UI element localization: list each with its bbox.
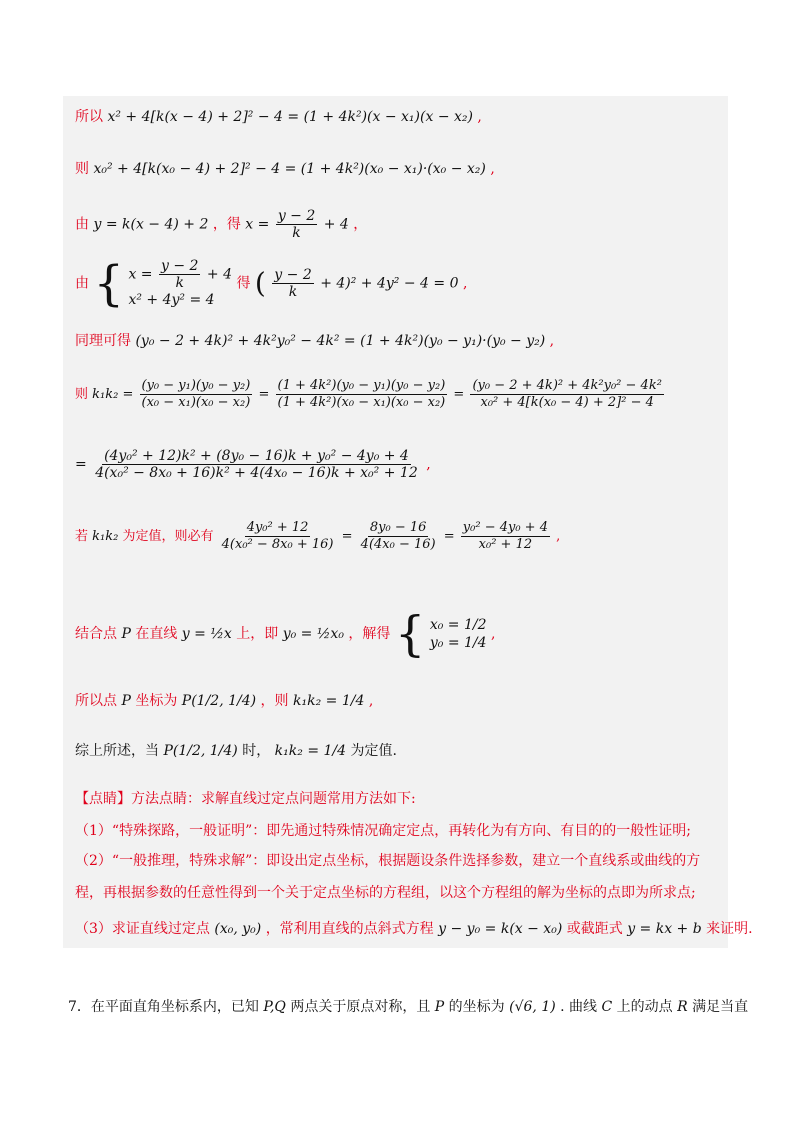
text: 得 xyxy=(236,275,251,292)
denominator: (x₀ − x₁)(x₀ − x₂) xyxy=(141,395,251,410)
punct: ， xyxy=(353,216,368,233)
fraction xyxy=(276,208,317,241)
text: ，常利用直线的点斜式方程 xyxy=(265,921,434,937)
solution-line-11 xyxy=(75,742,397,760)
left-brace: { xyxy=(93,255,124,312)
solution-x: x₀ = 1/2 xyxy=(429,617,487,633)
denominator: 4(4x₀ − 16) xyxy=(360,537,436,552)
solution-line-10 xyxy=(75,692,373,710)
equals: = xyxy=(258,387,270,402)
coordinate: P(1/2, 1/4) xyxy=(181,693,257,709)
note-point-2b: 程，再根据参数的任意性得到一个关于定点坐标的方程组，以这个方程组的解为坐标的点即为所求点; xyxy=(75,885,696,901)
note-point-3 xyxy=(75,920,753,938)
note-point-1: （1）“特殊探路，一般证明”：即先通过特殊情况确定定点，再转化为有方向、有目的的一般性证明; xyxy=(75,823,691,839)
equals: = xyxy=(75,456,87,473)
text: ，解得 xyxy=(348,626,391,642)
denominator: x₀² + 12 xyxy=(478,537,533,552)
note-title: 方法点睛：求解直线过定点问题常用方法如下: xyxy=(131,791,416,807)
numerator: (y₀ − y₁)(y₀ − y₂) xyxy=(141,378,251,393)
text: 满足当直 xyxy=(692,999,749,1015)
punct: , xyxy=(490,161,495,177)
solution-line-7 xyxy=(75,448,431,481)
solution-line-2 xyxy=(75,160,495,178)
equation: (y₀ − 2 + 4k)² + 4k²y₀² − 4k² = (1 + 4k²)(y₀ − y₁)·(y₀ − y₂) xyxy=(135,333,546,349)
lhs: k₁k₂ = xyxy=(92,387,134,402)
text: （3）求证直线过定点 xyxy=(75,921,210,937)
solution-system xyxy=(430,616,487,652)
text: 时， xyxy=(242,743,271,759)
text: 在直线 xyxy=(135,626,178,642)
equation-rest: + 4)² + 4y² − 4 = 0 xyxy=(320,275,459,292)
solution-y: y₀ = 1/4 xyxy=(429,635,487,651)
fraction xyxy=(159,258,200,291)
solution-line-5 xyxy=(75,332,554,350)
fraction xyxy=(272,267,313,300)
numerator: y − 2 xyxy=(160,258,199,274)
text: 为定值，则必有 xyxy=(122,529,214,544)
note-point-2a: （2）“一般推理，特殊求解”：即设出定点坐标，根据题设条件选择参数，建立一个直线系或曲线的方 xyxy=(75,853,701,869)
text: 则 xyxy=(75,387,89,402)
numerator: y₀² − 4y₀ + 4 xyxy=(462,520,548,535)
equals: = xyxy=(443,529,455,544)
text: 若 xyxy=(75,529,89,544)
text: 所以 xyxy=(75,109,103,125)
punct: , xyxy=(490,626,496,642)
punct: , xyxy=(426,456,431,473)
equation-left: x = xyxy=(245,216,270,233)
k-value: k₁k₂ = 1/4 xyxy=(293,693,365,709)
points-pq: P,Q xyxy=(263,999,286,1015)
sys1-right: + 4 xyxy=(206,266,232,283)
punct: , xyxy=(368,693,374,709)
fraction-2 xyxy=(359,520,438,553)
denominator: (1 + 4k²)(x₀ − x₁)(x₀ − x₂) xyxy=(277,395,446,410)
text: 由 xyxy=(75,275,89,292)
text: 则 xyxy=(75,161,89,177)
equation: y = k(x − 4) + 2 xyxy=(93,216,209,233)
equation: x₀² + 4[k(x₀ − 4) + 2]² − 4 = (1 + 4k²)(x₀ − x₁)·(x₀ − x₂) xyxy=(93,161,486,177)
point-p: P xyxy=(434,999,445,1015)
left-brace: { xyxy=(394,606,426,662)
solution-line-9 xyxy=(75,606,496,662)
numerator: 8y₀ − 16 xyxy=(369,520,427,535)
note-label: 【点睛】 xyxy=(75,791,131,807)
solution-line-8 xyxy=(75,520,560,553)
numerator: y − 2 xyxy=(277,208,316,224)
text: 或截距式 xyxy=(566,921,623,937)
coordinate: (√6, 1) xyxy=(509,999,556,1015)
system-row-1 xyxy=(128,258,232,291)
denominator: k xyxy=(175,275,184,291)
denominator: x₀² + 4[k(x₀ − 4) + 2]² − 4 xyxy=(480,395,654,410)
text: 两点关于原点对称，且 xyxy=(290,999,431,1015)
fraction-1 xyxy=(220,520,336,553)
fraction-1 xyxy=(140,378,253,411)
numerator: (y₀ − 2 + 4k)² + 4k²y₀² − 4k² xyxy=(472,378,662,393)
equals: = xyxy=(341,529,353,544)
solution-line-6 xyxy=(75,378,666,411)
solution-line-4 xyxy=(75,255,468,312)
k-product: k₁k₂ xyxy=(92,529,119,544)
equation-system xyxy=(128,258,232,309)
coordinate: P(1/2, 1/4) xyxy=(163,743,238,759)
text: 结合点 xyxy=(75,626,117,642)
equation-right: + 4 xyxy=(323,216,349,233)
text: ，得 xyxy=(212,216,241,233)
numerator: y − 2 xyxy=(274,267,312,283)
text: . 曲线 xyxy=(560,999,598,1015)
solution-line-3 xyxy=(75,208,367,241)
text: 的坐标为 xyxy=(448,999,505,1015)
punct: , xyxy=(477,109,482,125)
sys1-left: x = xyxy=(128,266,153,283)
text: 来证明. xyxy=(706,921,753,937)
left-paren: ( xyxy=(254,266,266,300)
equals: = xyxy=(453,387,465,402)
point-equation: y₀ = ½x₀ xyxy=(282,626,344,642)
curve-c: C xyxy=(601,999,613,1015)
numerator: (4y₀² + 12)k² + (8y₀ − 16)k + y₀² − 4y₀ + 4 xyxy=(104,448,409,464)
text: 上，即 xyxy=(236,626,279,642)
denominator: k xyxy=(292,225,301,241)
problem-7 xyxy=(68,998,748,1016)
denominator: 4(x₀² − 8x₀ + 16)k² + 4(4x₀ − 16)k + x₀² + 12 xyxy=(95,465,418,481)
point-r: R xyxy=(677,999,688,1015)
text: 综上所述，当 xyxy=(75,743,159,759)
note-heading xyxy=(75,790,416,808)
fraction-3 xyxy=(470,378,663,411)
text: 所以点 xyxy=(75,693,117,709)
text: 同理可得 xyxy=(75,333,131,349)
text: ，则 xyxy=(260,693,289,709)
k-value: k₁k₂ = 1/4 xyxy=(274,743,347,759)
point-p: P xyxy=(121,626,131,642)
fraction xyxy=(93,448,420,481)
system-row-2: x² + 4y² = 4 xyxy=(128,292,215,308)
text: 由 xyxy=(75,216,89,233)
fraction-2 xyxy=(276,378,448,411)
denominator: k xyxy=(288,284,298,300)
punct: , xyxy=(462,275,468,292)
point-slope-form: y − y₀ = k(x − x₀) xyxy=(438,921,563,937)
slope-intercept-form: y = kx + b xyxy=(627,921,702,937)
text: 上的动点 xyxy=(616,999,673,1015)
point-p: P xyxy=(121,693,131,709)
numerator: 4y₀² + 12 xyxy=(246,520,309,535)
punct: , xyxy=(556,529,561,544)
fraction-3 xyxy=(461,520,550,553)
text: 为定值. xyxy=(350,743,397,759)
numerator: (1 + 4k²)(y₀ − y₁)(y₀ − y₂) xyxy=(277,378,446,393)
solution-line-1 xyxy=(75,108,482,126)
text: 坐标为 xyxy=(135,693,178,709)
punct: , xyxy=(549,333,555,349)
line-equation: y = ½x xyxy=(181,626,232,642)
fixed-point: (x₀, y₀) xyxy=(214,921,262,937)
equation: x² + 4[k(x − 4) + 2]² − 4 = (1 + 4k²)(x − x₁)(x − x₂) xyxy=(107,109,473,125)
denominator: 4(x₀² − 8x₀ + 16) xyxy=(221,537,334,552)
text: 7．在平面直角坐标系内，已知 xyxy=(68,999,259,1015)
